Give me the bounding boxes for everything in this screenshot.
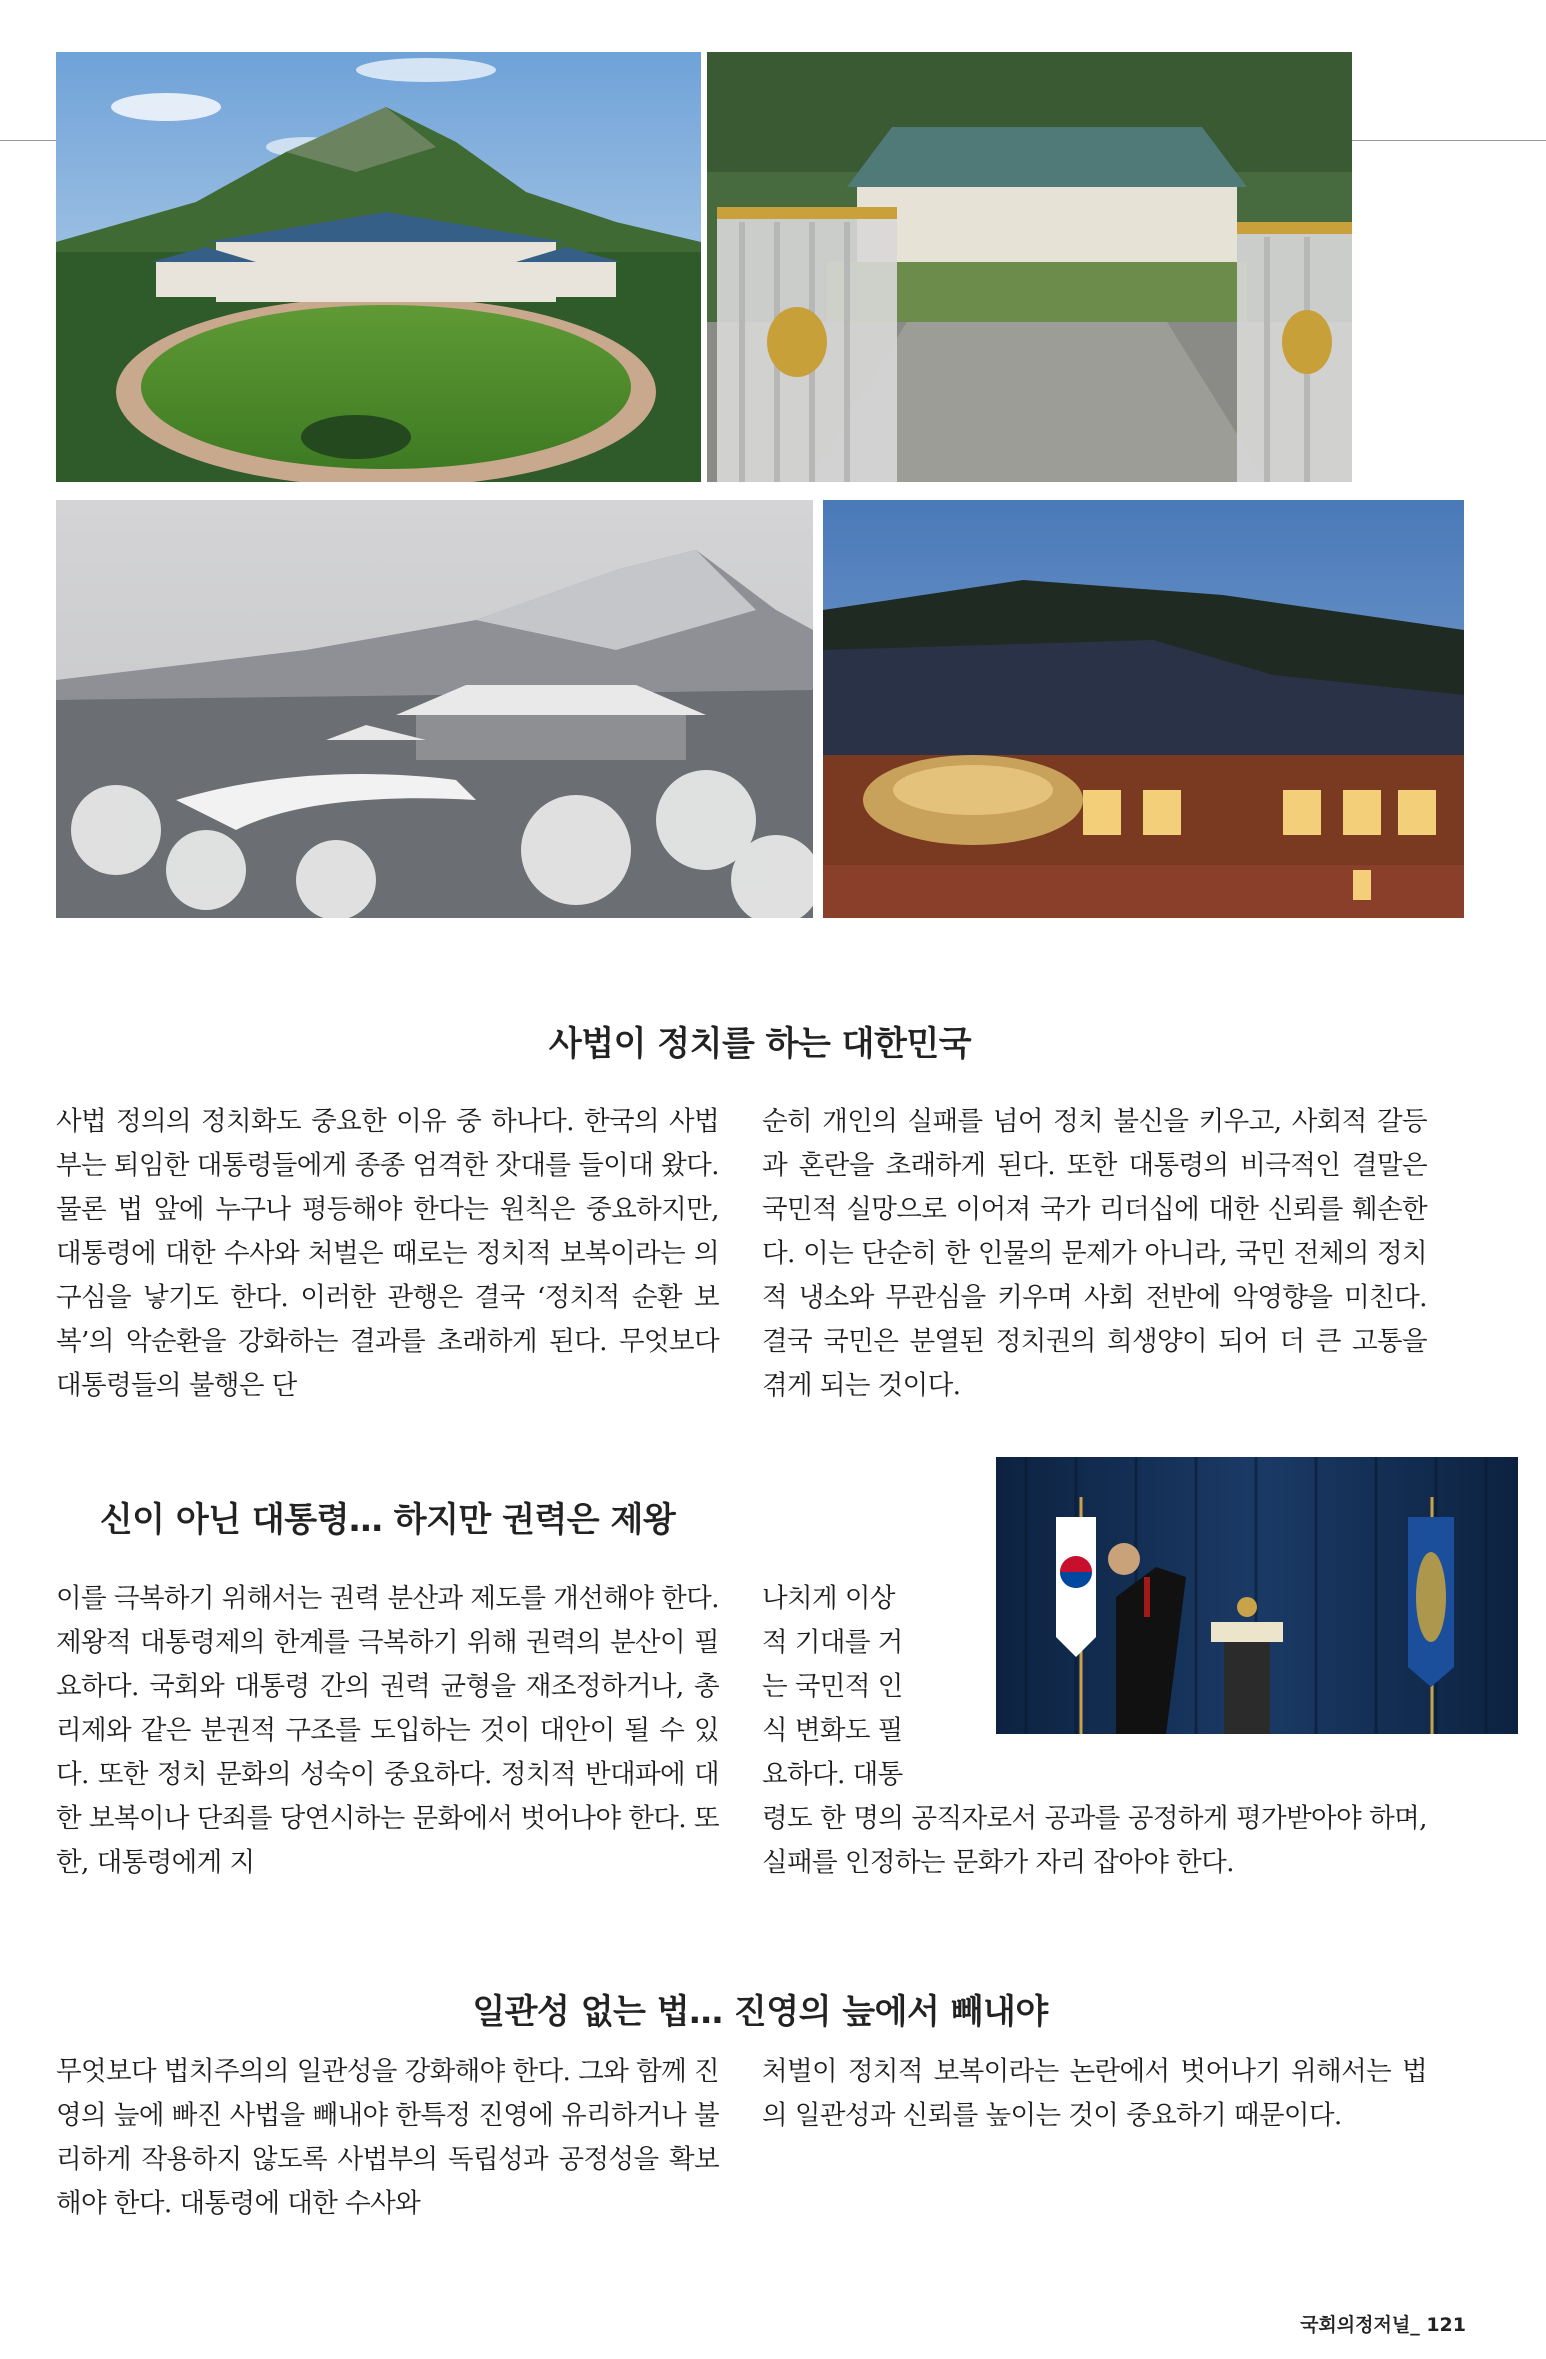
section-body-left: 사법 정의의 정치화도 중요한 이유 중 하나다. 한국의 사법부는 퇴임한 대통령들에게 종종 엄격한 잣대를 들이대 왔다. 물론 법 앞에 누구나 평등해야 한다는 원칙은 중요하지만, 대통령에 대한 수사와 처벌은 때로는 정치적 보복이라는 의구심을 낳기도 한다. 이러한 관행은 결국 ‘정치적 순환 보복’의 악순환을 강화하는 결과를 초래하게 된다. 무엇보다 대통령들의 불행은 단 xyxy=(56,1106,719,1401)
blue-house-gate-photo xyxy=(707,52,1352,482)
section-body-right: 처벌이 정치적 보복이라는 논란에서 벗어나기 위해서는 법의 일관성과 신뢰를 높이는 것이 중요하기 때문이다. xyxy=(762,2056,1427,2131)
section-heading: 사법이 정치를 하는 대한민국 xyxy=(548,1024,972,1064)
president-bowing-photo xyxy=(996,1457,1518,1734)
text-line: 요하다. 대통 xyxy=(762,1759,903,1790)
page-number: 121 xyxy=(1426,2314,1466,2336)
journal-name: 국회의정저널_ xyxy=(1300,2314,1420,2336)
section-heading: 신이 아닌 대통령… 하지만 권력은 제왕 xyxy=(99,1500,676,1540)
blue-house-snow-photo xyxy=(56,500,813,918)
text-line: 적 기대를 거 xyxy=(762,1627,903,1658)
section-body-right-narrow xyxy=(762,1577,962,1797)
top-rule-left xyxy=(0,140,56,141)
section-body-left: 무엇보다 법치주의의 일관성을 강화해야 한다. 그와 함께 진영의 늪에 빠진 사법을 빼내야 한특정 진영에 유리하거나 불리하게 작용하지 않도록 사법부의 독립성과 공정성을 확보해야 한다. 대통령에 대한 수사와 xyxy=(56,2056,719,2219)
top-rule-right xyxy=(1352,140,1546,141)
text-line: 식 변화도 필 xyxy=(762,1715,903,1746)
text-line: 는 국민적 인 xyxy=(762,1671,903,1702)
section-body-left: 이를 극복하기 위해서는 권력 분산과 제도를 개선해야 한다. 제왕적 대통령제의 한계를 극복하기 위해 권력의 분산이 필요하다. 국회와 대통령 간의 권력 균형을 재조정하거나, 총리제와 같은 분권적 구조를 도입하는 것이 대안이 될 수 있다. 또한 정치 문화의 성숙이 중요하다. 정치적 반대파에 대한 보복이나 단죄를 당연시하는 문화에서 벗어나야 한다. 또한, 대통령에게 지 xyxy=(56,1583,719,1878)
blue-house-aerial-photo xyxy=(56,52,701,482)
page-footer xyxy=(1300,2310,1466,2337)
section-body-right: 순히 개인의 실패를 넘어 정치 불신을 키우고, 사회적 갈등과 혼란을 초래하게 된다. 또한 대통령의 비극적인 결말은 국민적 실망으로 이어져 국가 리더십에 대한 신뢰를 훼손한다. 이는 단순히 한 인물의 문제가 아니라, 국민 전체의 정치적 냉소와 무관심을 키우며 사회 전반에 악영향을 미친다. 결국 국민은 분열된 정치권의 희생양이 되어 더 큰 고통을 겪게 되는 것이다. xyxy=(762,1106,1427,1401)
section-body-right: 령도 한 명의 공직자로서 공과를 공정하게 평가받아야 하며, 실패를 인정하는 문화가 자리 잡아야 한다. xyxy=(762,1803,1427,1878)
section-heading: 일관성 없는 법… 진영의 늪에서 빼내야 xyxy=(472,1992,1048,2032)
blue-house-night-photo xyxy=(823,500,1464,918)
text-line: 나치게 이상 xyxy=(762,1583,895,1614)
